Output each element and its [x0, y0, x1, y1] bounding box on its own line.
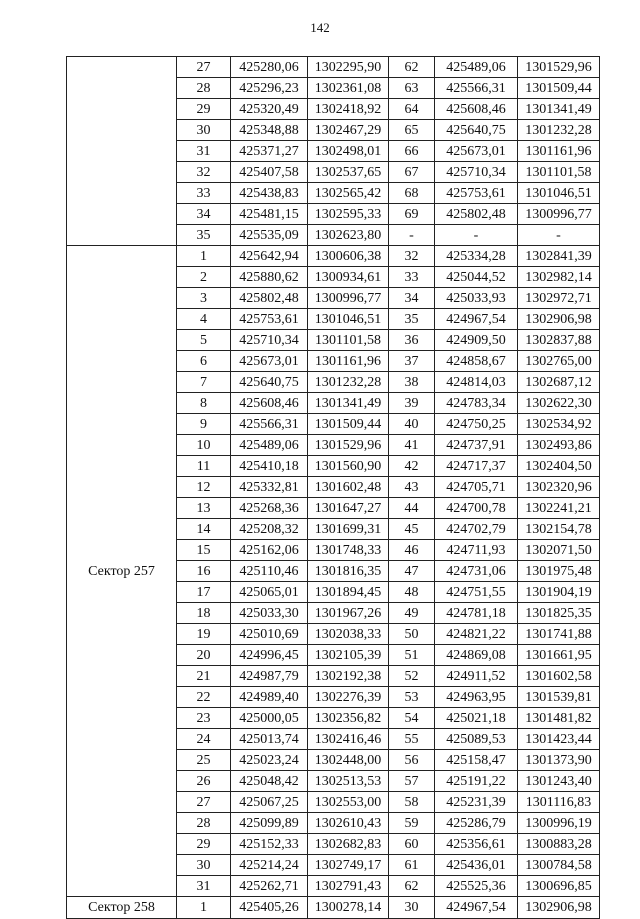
y-coordinate: 1301232,28 [308, 372, 389, 393]
x-coordinate: 425089,53 [435, 729, 518, 750]
y-coordinate: 1302356,82 [308, 708, 389, 729]
point-number: 1 [177, 897, 231, 919]
point-number: 36 [389, 330, 435, 351]
y-coordinate: 1302906,98 [518, 897, 600, 919]
point-number: 42 [389, 456, 435, 477]
y-coordinate: 1300278,14 [308, 897, 389, 919]
y-coordinate: - [518, 225, 600, 246]
point-number: 10 [177, 435, 231, 456]
x-coordinate: 425481,15 [231, 204, 308, 225]
x-coordinate: 425348,88 [231, 120, 308, 141]
point-number: 68 [389, 183, 435, 204]
y-coordinate: 1301529,96 [518, 57, 600, 78]
point-number: 1 [177, 246, 231, 267]
x-coordinate: 425023,24 [231, 750, 308, 771]
y-coordinate: 1300883,28 [518, 834, 600, 855]
x-coordinate: 425640,75 [435, 120, 518, 141]
x-coordinate: 425525,36 [435, 876, 518, 897]
point-number: 22 [177, 687, 231, 708]
y-coordinate: 1302448,00 [308, 750, 389, 771]
x-coordinate: 425296,23 [231, 78, 308, 99]
y-coordinate: 1301539,81 [518, 687, 600, 708]
y-coordinate: 1301481,82 [518, 708, 600, 729]
point-number: 32 [389, 246, 435, 267]
point-number: 26 [177, 771, 231, 792]
y-coordinate: 1301423,44 [518, 729, 600, 750]
point-number: 41 [389, 435, 435, 456]
x-coordinate: 424963,95 [435, 687, 518, 708]
y-coordinate: 1302038,33 [308, 624, 389, 645]
y-coordinate: 1301894,45 [308, 582, 389, 603]
point-number: 57 [389, 771, 435, 792]
x-coordinate: 424987,79 [231, 666, 308, 687]
point-number: 44 [389, 498, 435, 519]
x-coordinate: 425231,39 [435, 792, 518, 813]
x-coordinate: 425710,34 [231, 330, 308, 351]
point-number: 56 [389, 750, 435, 771]
x-coordinate: 425268,36 [231, 498, 308, 519]
x-coordinate: 424911,52 [435, 666, 518, 687]
point-number: 65 [389, 120, 435, 141]
y-coordinate: 1301816,35 [308, 561, 389, 582]
point-number: 11 [177, 456, 231, 477]
y-coordinate: 1302682,83 [308, 834, 389, 855]
point-number: 67 [389, 162, 435, 183]
point-number: 46 [389, 540, 435, 561]
point-number: 27 [177, 792, 231, 813]
point-number: 24 [177, 729, 231, 750]
x-coordinate: 425021,18 [435, 708, 518, 729]
x-coordinate: 425407,58 [231, 162, 308, 183]
y-coordinate: 1300996,77 [308, 288, 389, 309]
coordinates-table-body [67, 57, 600, 919]
point-number: 61 [389, 855, 435, 876]
point-number: 33 [177, 183, 231, 204]
x-coordinate: 425152,33 [231, 834, 308, 855]
x-coordinate: 425436,01 [435, 855, 518, 876]
table-row [67, 57, 600, 78]
point-number: 35 [389, 309, 435, 330]
point-number: 69 [389, 204, 435, 225]
x-coordinate: 424711,93 [435, 540, 518, 561]
x-coordinate: 425208,32 [231, 519, 308, 540]
y-coordinate: 1302320,96 [518, 477, 600, 498]
x-coordinate: 425489,06 [435, 57, 518, 78]
point-number: 50 [389, 624, 435, 645]
point-number: 6 [177, 351, 231, 372]
y-coordinate: 1301101,58 [518, 162, 600, 183]
point-number: 34 [389, 288, 435, 309]
y-coordinate: 1302841,39 [518, 246, 600, 267]
y-coordinate: 1302498,01 [308, 141, 389, 162]
x-coordinate: 425642,94 [231, 246, 308, 267]
x-coordinate: 425067,25 [231, 792, 308, 813]
y-coordinate: 1301161,96 [308, 351, 389, 372]
y-coordinate: 1302416,46 [308, 729, 389, 750]
x-coordinate: 425191,22 [435, 771, 518, 792]
point-number: 40 [389, 414, 435, 435]
point-number: 30 [177, 855, 231, 876]
x-coordinate: 425753,61 [435, 183, 518, 204]
point-number: 5 [177, 330, 231, 351]
y-coordinate: 1300934,61 [308, 267, 389, 288]
x-coordinate: 425673,01 [435, 141, 518, 162]
y-coordinate: 1302687,12 [518, 372, 600, 393]
x-coordinate: 424731,06 [435, 561, 518, 582]
point-number: 53 [389, 687, 435, 708]
page-number: 142 [310, 20, 330, 35]
point-number: 55 [389, 729, 435, 750]
x-coordinate: 424717,37 [435, 456, 518, 477]
x-coordinate: 425535,09 [231, 225, 308, 246]
x-coordinate: 425320,49 [231, 99, 308, 120]
point-number: 18 [177, 603, 231, 624]
sector-label: Сектор 258 [67, 897, 177, 919]
y-coordinate: 1301243,40 [518, 771, 600, 792]
x-coordinate: 424989,40 [231, 687, 308, 708]
y-coordinate: 1301341,49 [518, 99, 600, 120]
point-number: 43 [389, 477, 435, 498]
x-coordinate: 425048,42 [231, 771, 308, 792]
y-coordinate: 1301529,96 [308, 435, 389, 456]
point-number: 38 [389, 372, 435, 393]
x-coordinate: 425566,31 [435, 78, 518, 99]
y-coordinate: 1302565,42 [308, 183, 389, 204]
y-coordinate: 1301967,26 [308, 603, 389, 624]
y-coordinate: 1302192,38 [308, 666, 389, 687]
y-coordinate: 1301748,33 [308, 540, 389, 561]
x-coordinate: 424967,54 [435, 309, 518, 330]
point-number: 32 [177, 162, 231, 183]
x-coordinate: 425640,75 [231, 372, 308, 393]
x-coordinate: 425162,06 [231, 540, 308, 561]
point-number: 28 [177, 78, 231, 99]
point-number: 60 [389, 834, 435, 855]
x-coordinate: 424967,54 [435, 897, 518, 919]
y-coordinate: 1301647,27 [308, 498, 389, 519]
x-coordinate: 424700,78 [435, 498, 518, 519]
point-number: 47 [389, 561, 435, 582]
point-number: 21 [177, 666, 231, 687]
x-coordinate: 425489,06 [231, 435, 308, 456]
y-coordinate: 1300784,58 [518, 855, 600, 876]
y-coordinate: 1302837,88 [518, 330, 600, 351]
x-coordinate: 425000,05 [231, 708, 308, 729]
y-coordinate: 1302418,92 [308, 99, 389, 120]
x-coordinate: 425405,26 [231, 897, 308, 919]
x-coordinate: 424996,45 [231, 645, 308, 666]
x-coordinate: 425438,83 [231, 183, 308, 204]
x-coordinate: 425410,18 [231, 456, 308, 477]
table-row [67, 897, 600, 919]
y-coordinate: 1301373,90 [518, 750, 600, 771]
x-coordinate: 425214,24 [231, 855, 308, 876]
y-coordinate: 1301661,95 [518, 645, 600, 666]
point-number: 37 [389, 351, 435, 372]
x-coordinate: 425065,01 [231, 582, 308, 603]
point-number: 35 [177, 225, 231, 246]
point-number: 8 [177, 393, 231, 414]
y-coordinate: 1301509,44 [308, 414, 389, 435]
y-coordinate: 1301509,44 [518, 78, 600, 99]
y-coordinate: 1301560,90 [308, 456, 389, 477]
y-coordinate: 1302765,00 [518, 351, 600, 372]
y-coordinate: 1301116,83 [518, 792, 600, 813]
y-coordinate: 1302906,98 [518, 309, 600, 330]
y-coordinate: 1301046,51 [518, 183, 600, 204]
point-number: 58 [389, 792, 435, 813]
point-number: 7 [177, 372, 231, 393]
y-coordinate: 1302623,80 [308, 225, 389, 246]
point-number: 16 [177, 561, 231, 582]
x-coordinate: 425110,46 [231, 561, 308, 582]
y-coordinate: 1302982,14 [518, 267, 600, 288]
x-coordinate: 425608,46 [435, 99, 518, 120]
y-coordinate: 1302791,43 [308, 876, 389, 897]
point-number: 3 [177, 288, 231, 309]
point-number: 27 [177, 57, 231, 78]
x-coordinate: 425010,69 [231, 624, 308, 645]
y-coordinate: 1301232,28 [518, 120, 600, 141]
x-coordinate: 425033,30 [231, 603, 308, 624]
y-coordinate: 1301904,19 [518, 582, 600, 603]
point-number: 39 [389, 393, 435, 414]
y-coordinate: 1302276,39 [308, 687, 389, 708]
x-coordinate: 425158,47 [435, 750, 518, 771]
point-number: 19 [177, 624, 231, 645]
y-coordinate: 1301161,96 [518, 141, 600, 162]
x-coordinate: 425099,89 [231, 813, 308, 834]
x-coordinate: 424783,34 [435, 393, 518, 414]
point-number: 54 [389, 708, 435, 729]
x-coordinate: 425286,79 [435, 813, 518, 834]
y-coordinate: 1302595,33 [308, 204, 389, 225]
x-coordinate: 425334,28 [435, 246, 518, 267]
y-coordinate: 1302404,50 [518, 456, 600, 477]
y-coordinate: 1300996,19 [518, 813, 600, 834]
x-coordinate: 424781,18 [435, 603, 518, 624]
x-coordinate: 425371,27 [231, 141, 308, 162]
x-coordinate: 424737,91 [435, 435, 518, 456]
point-number: 66 [389, 141, 435, 162]
y-coordinate: 1302553,00 [308, 792, 389, 813]
x-coordinate: 425332,81 [231, 477, 308, 498]
y-coordinate: 1302361,08 [308, 78, 389, 99]
point-number: 45 [389, 519, 435, 540]
point-number: 31 [177, 141, 231, 162]
y-coordinate: 1300696,85 [518, 876, 600, 897]
y-coordinate: 1301046,51 [308, 309, 389, 330]
y-coordinate: 1301741,88 [518, 624, 600, 645]
point-number: 2 [177, 267, 231, 288]
point-number: 59 [389, 813, 435, 834]
point-number: 31 [177, 876, 231, 897]
x-coordinate: 425566,31 [231, 414, 308, 435]
y-coordinate: 1300996,77 [518, 204, 600, 225]
y-coordinate: 1302537,65 [308, 162, 389, 183]
y-coordinate: 1302534,92 [518, 414, 600, 435]
y-coordinate: 1301602,48 [308, 477, 389, 498]
x-coordinate: 424821,22 [435, 624, 518, 645]
x-coordinate: 424814,03 [435, 372, 518, 393]
point-number: 23 [177, 708, 231, 729]
point-number: 29 [177, 834, 231, 855]
y-coordinate: 1301699,31 [308, 519, 389, 540]
point-number: 49 [389, 603, 435, 624]
x-coordinate: 425802,48 [435, 204, 518, 225]
x-coordinate: 425608,46 [231, 393, 308, 414]
sector-label: Сектор 257 [67, 246, 177, 897]
y-coordinate: 1302241,21 [518, 498, 600, 519]
sector-label [67, 57, 177, 246]
y-coordinate: 1302622,30 [518, 393, 600, 414]
x-coordinate: 425880,62 [231, 267, 308, 288]
y-coordinate: 1302513,53 [308, 771, 389, 792]
y-coordinate: 1302972,71 [518, 288, 600, 309]
point-number: 28 [177, 813, 231, 834]
x-coordinate: 425013,74 [231, 729, 308, 750]
point-number: 63 [389, 78, 435, 99]
point-number: 13 [177, 498, 231, 519]
table-row [67, 246, 600, 267]
point-number: 64 [389, 99, 435, 120]
x-coordinate: 424858,67 [435, 351, 518, 372]
y-coordinate: 1301602,58 [518, 666, 600, 687]
point-number: 12 [177, 477, 231, 498]
x-coordinate: - [435, 225, 518, 246]
x-coordinate: 425753,61 [231, 309, 308, 330]
point-number: - [389, 225, 435, 246]
y-coordinate: 1302467,29 [308, 120, 389, 141]
point-number: 30 [177, 120, 231, 141]
y-coordinate: 1302610,43 [308, 813, 389, 834]
point-number: 29 [177, 99, 231, 120]
point-number: 14 [177, 519, 231, 540]
point-number: 20 [177, 645, 231, 666]
point-number: 62 [389, 876, 435, 897]
point-number: 52 [389, 666, 435, 687]
x-coordinate: 424909,50 [435, 330, 518, 351]
y-coordinate: 1301101,58 [308, 330, 389, 351]
point-number: 51 [389, 645, 435, 666]
coordinates-table [66, 56, 600, 919]
x-coordinate: 425802,48 [231, 288, 308, 309]
x-coordinate: 424750,25 [435, 414, 518, 435]
x-coordinate: 425280,06 [231, 57, 308, 78]
point-number: 9 [177, 414, 231, 435]
y-coordinate: 1301975,48 [518, 561, 600, 582]
x-coordinate: 425044,52 [435, 267, 518, 288]
y-coordinate: 1300606,38 [308, 246, 389, 267]
x-coordinate: 425673,01 [231, 351, 308, 372]
x-coordinate: 424751,55 [435, 582, 518, 603]
point-number: 25 [177, 750, 231, 771]
point-number: 34 [177, 204, 231, 225]
x-coordinate: 424869,08 [435, 645, 518, 666]
point-number: 62 [389, 57, 435, 78]
y-coordinate: 1302493,86 [518, 435, 600, 456]
y-coordinate: 1301341,49 [308, 393, 389, 414]
point-number: 30 [389, 897, 435, 919]
y-coordinate: 1302295,90 [308, 57, 389, 78]
x-coordinate: 425033,93 [435, 288, 518, 309]
point-number: 33 [389, 267, 435, 288]
y-coordinate: 1302154,78 [518, 519, 600, 540]
y-coordinate: 1302071,50 [518, 540, 600, 561]
x-coordinate: 425356,61 [435, 834, 518, 855]
point-number: 48 [389, 582, 435, 603]
x-coordinate: 425262,71 [231, 876, 308, 897]
point-number: 4 [177, 309, 231, 330]
point-number: 17 [177, 582, 231, 603]
y-coordinate: 1302749,17 [308, 855, 389, 876]
point-number: 15 [177, 540, 231, 561]
x-coordinate: 425710,34 [435, 162, 518, 183]
y-coordinate: 1301825,35 [518, 603, 600, 624]
y-coordinate: 1302105,39 [308, 645, 389, 666]
x-coordinate: 424702,79 [435, 519, 518, 540]
x-coordinate: 424705,71 [435, 477, 518, 498]
